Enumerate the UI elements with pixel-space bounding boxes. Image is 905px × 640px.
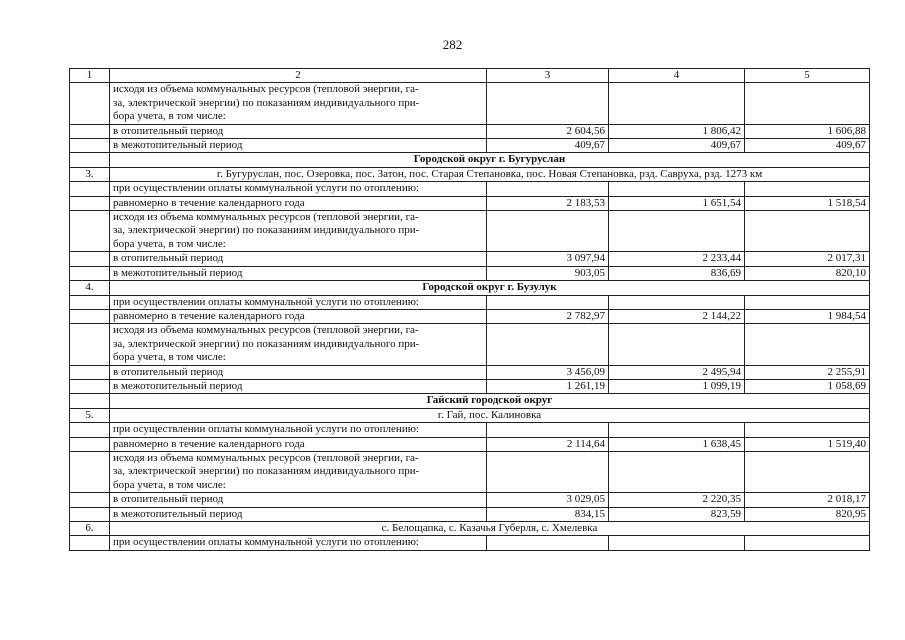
description-cell: равномерно в течение календарного года <box>110 196 487 210</box>
page-number: 282 <box>442 37 463 52</box>
row-number-cell <box>70 379 110 393</box>
value-cell-col5 <box>745 211 870 252</box>
tariff-table <box>69 68 870 551</box>
row-number-cell: 3. <box>70 167 110 181</box>
data-row <box>70 124 870 138</box>
value-cell-col3 <box>487 211 609 252</box>
value-cell-col3 <box>487 536 609 550</box>
value-cell-col4 <box>609 83 745 124</box>
value-cell-col4 <box>609 324 745 365</box>
row-number-cell <box>70 507 110 521</box>
value-cell-col3: 2 782,97 <box>487 309 609 323</box>
section-row <box>70 394 870 408</box>
description-cell: при осуществлении оплаты коммунальной услуги по отоплению: <box>110 536 487 550</box>
value-cell-col4: 1 099,19 <box>609 379 745 393</box>
row-number-cell <box>70 451 110 492</box>
value-cell-col5: 409,67 <box>745 139 870 153</box>
row-number-cell: 4. <box>70 281 110 295</box>
description-cell: в межотопительный период <box>110 139 487 153</box>
header-row <box>70 69 870 83</box>
description-cell: исходя из объема коммунальных ресурсов (тепловой энергии, га- за, электрической энергии) по показаниям индивидуального при- бора учета, в том числе: <box>110 324 487 365</box>
row-number-cell <box>70 437 110 451</box>
header-cell: 2 <box>110 69 487 83</box>
header-cell: 5 <box>745 69 870 83</box>
value-cell-col4 <box>609 423 745 437</box>
value-cell-col3: 903,05 <box>487 266 609 280</box>
data-row <box>70 196 870 210</box>
value-cell-col5: 2 255,91 <box>745 365 870 379</box>
value-cell-col5: 1 606,88 <box>745 124 870 138</box>
value-cell-col3: 834,15 <box>487 507 609 521</box>
value-cell-col4: 2 495,94 <box>609 365 745 379</box>
value-cell-col4: 2 233,44 <box>609 252 745 266</box>
value-cell-col4 <box>609 182 745 196</box>
row-number-cell <box>70 423 110 437</box>
row-number-cell <box>70 182 110 196</box>
region-title-cell: г. Гай, пос. Калиновка <box>110 408 870 422</box>
region-row <box>70 167 870 181</box>
section-title-cell: Городской округ г. Бугуруслан <box>110 153 870 167</box>
row-number-cell <box>70 536 110 550</box>
value-cell-col4 <box>609 295 745 309</box>
data-row <box>70 423 870 437</box>
description-cell: в отопительный период <box>110 493 487 507</box>
description-cell: в межотопительный период <box>110 379 487 393</box>
description-row <box>70 211 870 252</box>
region-row <box>70 522 870 536</box>
value-cell-col4: 823,59 <box>609 507 745 521</box>
value-cell-col5 <box>745 83 870 124</box>
section-row <box>70 153 870 167</box>
row-number-cell <box>70 365 110 379</box>
description-cell: при осуществлении оплаты коммунальной услуги по отоплению: <box>110 423 487 437</box>
value-cell-col5 <box>745 423 870 437</box>
value-cell-col5: 2 017,31 <box>745 252 870 266</box>
value-cell-col5 <box>745 324 870 365</box>
description-cell: в межотопительный период <box>110 266 487 280</box>
value-cell-col3: 2 183,53 <box>487 196 609 210</box>
data-row <box>70 536 870 550</box>
value-cell-col3 <box>487 83 609 124</box>
description-cell: при осуществлении оплаты коммунальной услуги по отоплению: <box>110 295 487 309</box>
value-cell-col3 <box>487 295 609 309</box>
row-number-cell <box>70 153 110 167</box>
row-number-cell <box>70 309 110 323</box>
description-cell: в отопительный период <box>110 252 487 266</box>
header-cell: 1 <box>70 69 110 83</box>
data-row <box>70 365 870 379</box>
description-cell: исходя из объема коммунальных ресурсов (тепловой энергии, га- за, электрической энергии) по показаниям индивидуального при- бора учета, в том числе: <box>110 451 487 492</box>
value-cell-col4 <box>609 536 745 550</box>
value-cell-col5: 1 518,54 <box>745 196 870 210</box>
description-cell: в отопительный период <box>110 365 487 379</box>
value-cell-col5: 820,10 <box>745 266 870 280</box>
value-cell-col3: 3 456,09 <box>487 365 609 379</box>
row-number-cell <box>70 196 110 210</box>
value-cell-col3 <box>487 423 609 437</box>
description-cell: исходя из объема коммунальных ресурсов (тепловой энергии, га- за, электрической энергии) по показаниям индивидуального при- бора учета, в том числе: <box>110 83 487 124</box>
header-cell: 3 <box>487 69 609 83</box>
row-number-cell <box>70 83 110 124</box>
header-cell: 4 <box>609 69 745 83</box>
row-number-cell: 6. <box>70 522 110 536</box>
value-cell-col5: 1 984,54 <box>745 309 870 323</box>
data-row <box>70 379 870 393</box>
data-row <box>70 182 870 196</box>
section-row <box>70 281 870 295</box>
data-row <box>70 309 870 323</box>
description-cell: при осуществлении оплаты коммунальной услуги по отоплению: <box>110 182 487 196</box>
value-cell-col5 <box>745 182 870 196</box>
value-cell-col3 <box>487 182 609 196</box>
value-cell-col3 <box>487 324 609 365</box>
region-title-cell: г. Бугуруслан, пос. Озеровка, пос. Затон, пос. Старая Степановка, пос. Новая Степановка, рзд. Савруха, рзд. 1273 км <box>110 167 870 181</box>
value-cell-col5 <box>745 295 870 309</box>
description-row <box>70 451 870 492</box>
row-number-cell <box>70 295 110 309</box>
value-cell-col4: 1 638,45 <box>609 437 745 451</box>
value-cell-col5: 2 018,17 <box>745 493 870 507</box>
row-number-cell <box>70 324 110 365</box>
data-row <box>70 295 870 309</box>
value-cell-col5: 820,95 <box>745 507 870 521</box>
value-cell-col3 <box>487 451 609 492</box>
value-cell-col5: 1 058,69 <box>745 379 870 393</box>
description-cell: равномерно в течение календарного года <box>110 437 487 451</box>
region-row <box>70 408 870 422</box>
data-row <box>70 437 870 451</box>
section-title-cell: Городской округ г. Бузулук <box>110 281 870 295</box>
value-cell-col4: 2 144,22 <box>609 309 745 323</box>
value-cell-col4 <box>609 211 745 252</box>
value-cell-col3: 2 114,64 <box>487 437 609 451</box>
value-cell-col4: 836,69 <box>609 266 745 280</box>
data-row <box>70 252 870 266</box>
row-number-cell <box>70 266 110 280</box>
description-row <box>70 83 870 124</box>
row-number-cell <box>70 394 110 408</box>
value-cell-col5 <box>745 451 870 492</box>
data-row <box>70 493 870 507</box>
value-cell-col3: 1 261,19 <box>487 379 609 393</box>
data-row <box>70 507 870 521</box>
row-number-cell <box>70 139 110 153</box>
row-number-cell <box>70 252 110 266</box>
value-cell-col3: 3 097,94 <box>487 252 609 266</box>
value-cell-col4: 409,67 <box>609 139 745 153</box>
row-number-cell: 5. <box>70 408 110 422</box>
value-cell-col4: 1 651,54 <box>609 196 745 210</box>
value-cell-col5 <box>745 536 870 550</box>
data-row <box>70 266 870 280</box>
data-row <box>70 139 870 153</box>
value-cell-col4: 2 220,35 <box>609 493 745 507</box>
region-title-cell: с. Белощапка, с. Казачья Губерля, с. Хмелевка <box>110 522 870 536</box>
value-cell-col3: 2 604,56 <box>487 124 609 138</box>
row-number-cell <box>70 124 110 138</box>
section-title-cell: Гайский городской округ <box>110 394 870 408</box>
value-cell-col5: 1 519,40 <box>745 437 870 451</box>
row-number-cell <box>70 493 110 507</box>
value-cell-col4 <box>609 451 745 492</box>
value-cell-col3: 3 029,05 <box>487 493 609 507</box>
description-row <box>70 324 870 365</box>
row-number-cell <box>70 211 110 252</box>
description-cell: равномерно в течение календарного года <box>110 309 487 323</box>
description-cell: исходя из объема коммунальных ресурсов (тепловой энергии, га- за, электрической энергии) по показаниям индивидуального при- бора учета, в том числе: <box>110 211 487 252</box>
description-cell: в межотопительный период <box>110 507 487 521</box>
value-cell-col4: 1 806,42 <box>609 124 745 138</box>
description-cell: в отопительный период <box>110 124 487 138</box>
value-cell-col3: 409,67 <box>487 139 609 153</box>
